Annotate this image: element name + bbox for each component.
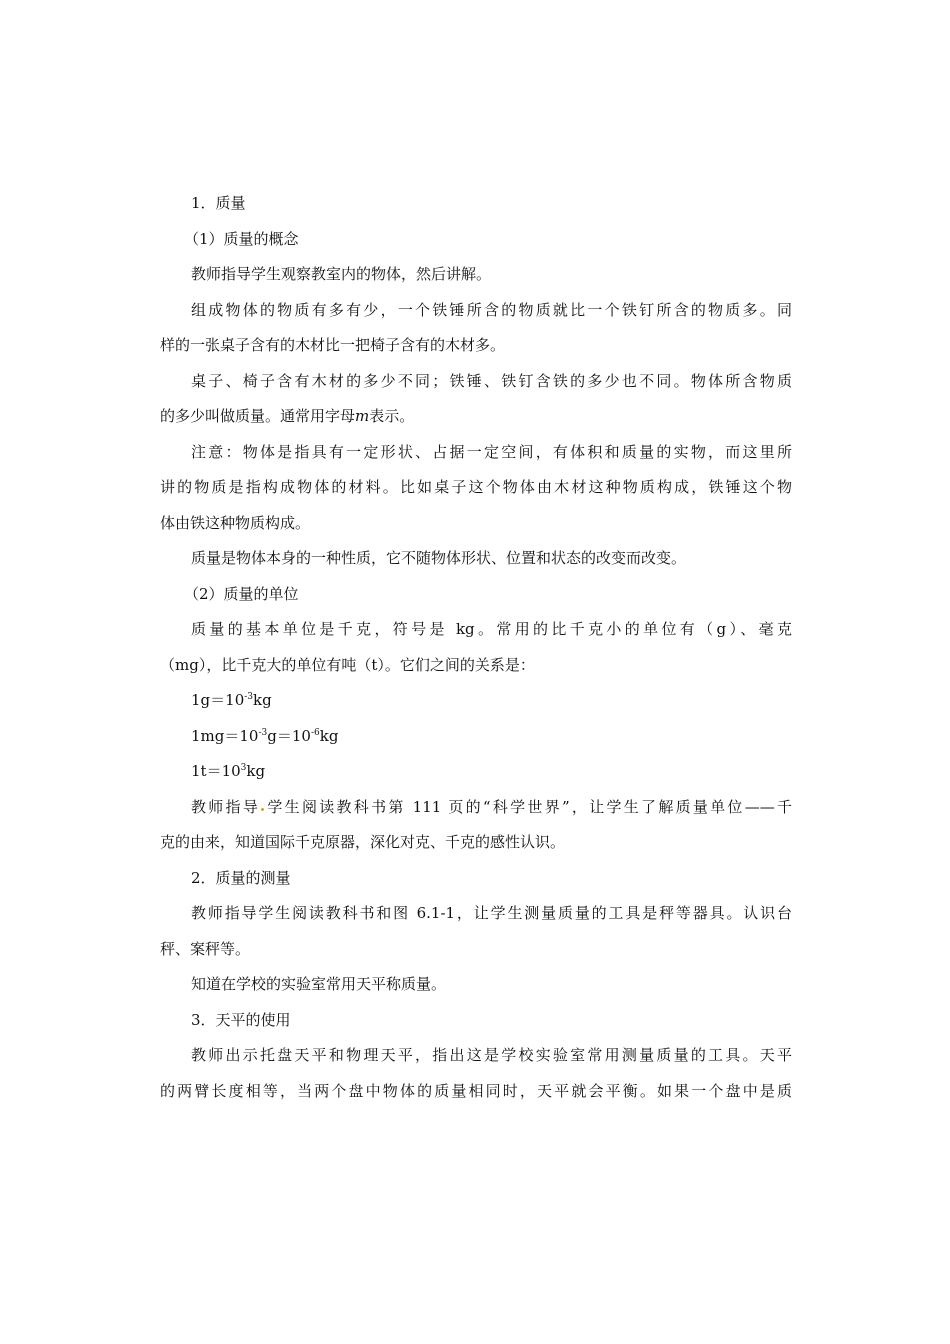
paragraph-line: （mg），比千克大的单位有吨（t）。它们之间的关系是： <box>160 655 535 674</box>
paragraph-line: 质量是物体本身的一种性质，它不随物体形状、位置和状态的改变而改变。 <box>191 549 687 567</box>
section-heading-3: 3．天平的使用 <box>191 1010 291 1029</box>
paragraph-line: 教师出示托盘天平和物理天平，指出这是学校实验室常用测量质量的工具。天平 <box>191 1046 792 1064</box>
paragraph-line: 知道在学校的实验室常用天平称质量。 <box>191 975 447 993</box>
paragraph-line <box>160 399 792 435</box>
exponent: 3 <box>240 763 247 773</box>
paragraph-line: 克的由来，知道国际千克原器，深化对克、千克的感性认识。 <box>160 833 566 851</box>
paragraph-line: 注意：物体是指具有一定形状、占据一定空间，有体积和质量的实物，而这里所 <box>191 442 792 461</box>
paragraph-line <box>160 790 792 826</box>
paragraph-line: 讲的物质是指构成物体的材料。比如桌子这个物体由木材这种物质构成，铁锤这个物 <box>160 478 792 496</box>
stray-mark <box>261 808 264 811</box>
formula-text: g＝10 <box>267 726 311 745</box>
text-segment: 表示。 <box>369 407 415 425</box>
formula-text: kg <box>253 691 272 709</box>
formula-text: 1g＝10 <box>191 691 245 709</box>
exponent: -3 <box>258 727 268 738</box>
paragraph-line: 秤、案秤等。 <box>160 939 251 958</box>
text-segment: 教师指导 <box>191 797 261 816</box>
text-segment: 学生阅读教科书第 111 页的“科学世界”，让学生了解质量单位——千 <box>265 797 792 816</box>
document-body <box>160 186 792 1109</box>
formula-text: kg <box>246 762 266 780</box>
exponent: -3 <box>244 692 254 702</box>
paragraph-line: 体由铁这种物质构成。 <box>160 513 311 532</box>
text-segment: 的多少叫做质量。通常用字母 <box>160 407 356 425</box>
paragraph-line: 的两臂长度相等，当两个盘中物体的质量相同时，天平就会平衡。如果一个盘中是质 <box>160 1081 792 1100</box>
exponent: -6 <box>310 727 320 738</box>
paragraph-line: 组成物体的物质有多有少，一个铁锤所含的物质就比一个铁钉所含的物质多。同 <box>191 300 792 319</box>
paragraph-line: 桌子、椅子含有木材的多少不同；铁锤、铁钉含铁的多少也不同。物体所含物质 <box>191 371 792 390</box>
formula-milligram <box>160 719 792 755</box>
variable-m: m <box>355 407 370 425</box>
formula-text: 1mg＝10 <box>191 726 259 745</box>
section-heading-2: 2．质量的测量 <box>191 868 291 887</box>
paragraph-line: 教师指导学生阅读教科书和图 6.1-1，让学生测量质量的工具是秤等器具。认识台 <box>191 904 792 922</box>
subsection-heading-concept: （1）质量的概念 <box>184 229 299 248</box>
formula-ton <box>160 754 792 790</box>
formula-text: 1t＝10 <box>191 762 241 780</box>
paragraph-line: 样的一张桌子含有的木材比一把椅子含有的木材多。 <box>160 336 506 354</box>
formula-text: kg <box>319 726 339 745</box>
paragraph-line: 教师指导学生观察教室内的物体，然后讲解。 <box>191 265 492 283</box>
subsection-heading-unit: （2）质量的单位 <box>184 584 299 603</box>
section-heading-1: 1．质量 <box>191 194 246 212</box>
formula-gram <box>160 683 792 719</box>
paragraph-line: 质量的基本单位是千克，符号是 kg。常用的比千克小的单位有（g）、毫克 <box>191 620 792 638</box>
